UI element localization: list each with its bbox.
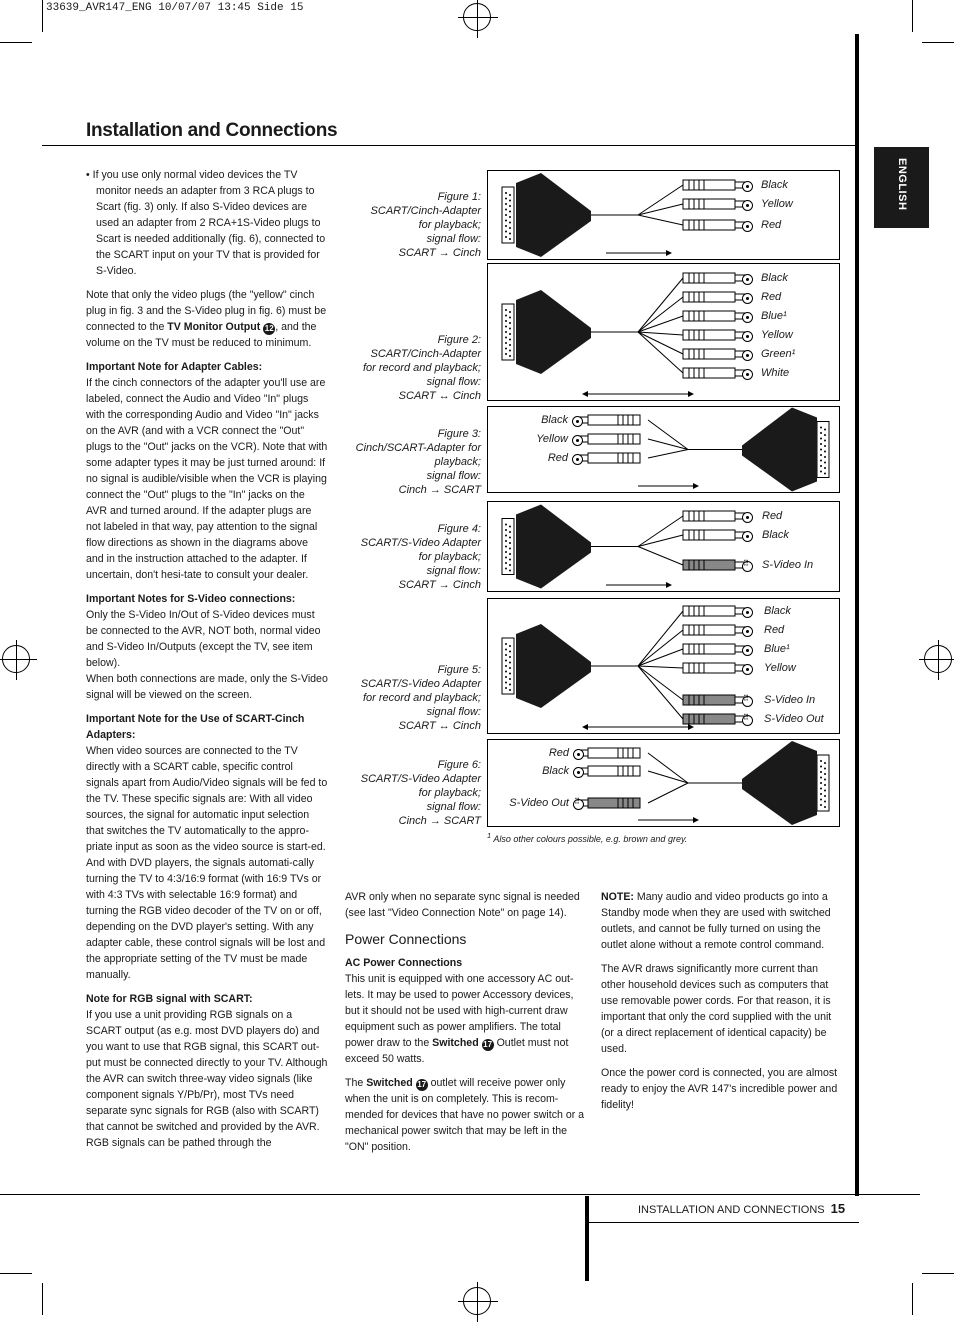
caption-line: SCART/Cinch-Adapter <box>370 348 481 360</box>
page-number: 15 <box>830 1201 846 1216</box>
plug-label: S-Video Out <box>509 797 569 809</box>
plug-label: Green¹ <box>761 348 796 360</box>
crop-mark <box>912 1283 913 1315</box>
subheading: Important Note for Adapter Cables: <box>86 361 263 373</box>
plug-label: Yellow <box>761 329 793 341</box>
crop-mark <box>42 0 43 32</box>
figure-caption <box>336 663 481 733</box>
plug-label: Red <box>761 291 782 303</box>
rca-jack-icon <box>742 626 753 637</box>
figure-diagram <box>487 501 840 592</box>
figure-caption <box>336 190 481 260</box>
caption-line: signal flow: <box>426 376 481 388</box>
plug-label: Red <box>762 510 783 522</box>
plug-label: Black <box>762 529 789 541</box>
rca-jack-icon <box>742 331 753 342</box>
rca-jack-icon <box>742 607 753 618</box>
caption-line: SCART ↔ Cinch <box>398 720 481 732</box>
figure-diagram <box>487 170 840 260</box>
caption-line: for playback; <box>418 787 481 799</box>
plug-label: Red <box>764 624 785 636</box>
rca-jack-icon <box>742 512 753 523</box>
plug-label: S-Video In <box>764 694 816 706</box>
caption-line: SCART/Cinch-Adapter <box>370 205 481 217</box>
rca-jack-icon <box>573 767 584 778</box>
caption-line: Figure 2: <box>437 334 481 346</box>
crop-mark <box>0 42 32 43</box>
caption-line: signal flow: <box>426 565 481 577</box>
caption-line: Figure 6: <box>437 759 481 771</box>
paragraph: If you use a unit providing RGB signals on a SCART output (as e.g. most DVD players do) and you want to use that RGB signal, this SCART out-put must be connected directly to your TV. Although the AVR can switch three-way video signals (like component signals Y/Pb/Pr), most TVs need separate sync signals for RGB (also with SCART) that cannot be switched and provided by the AVR. RGB signals can be pathed through the <box>86 1009 328 1149</box>
crop-mark <box>42 1283 43 1315</box>
subheading: Important Note for the Use of SCART-Cinch Adapters: <box>86 713 305 741</box>
footer-bar <box>585 1196 589 1281</box>
paragraph: The AVR draws significantly more current than other household devices such as computers that use removable power cords. For that reason, it is important that only the cord supplied with the unit (or a direct replacement of identical capacity) be used. <box>601 963 832 1055</box>
caption-line: SCART/S-Video Adapter <box>360 773 481 785</box>
paragraph: This unit is equipped with one accessory AC out-lets. It may be used to power Accessory devices, but it should not be used with high-current draw equipment such as power amplifiers. The total power draw to the Switched 17 Outlet must not exceed 50 watts. <box>345 973 574 1065</box>
subheading: Note for RGB signal with SCART: <box>86 993 253 1005</box>
column-1 <box>86 167 328 1159</box>
paragraph: AVR only when no separate sync signal is needed (see last "Video Connection Note" on page 14). <box>345 891 580 919</box>
plug-label: Yellow <box>764 662 796 674</box>
section-heading: Power Connections <box>345 931 467 947</box>
rca-jack-icon <box>742 531 753 542</box>
caption-line: for playback; <box>418 551 481 563</box>
plug-label: Black <box>761 179 788 191</box>
s-video-jack-icon <box>742 696 753 707</box>
caption-line: signal flow: <box>426 706 481 718</box>
plug-label: Black <box>542 765 569 777</box>
caption-line: for playback; <box>418 219 481 231</box>
plug-label: Red <box>761 219 782 231</box>
caption-line: SCART → Cinch <box>398 247 481 259</box>
s-video-jack-icon <box>573 799 584 810</box>
paragraph: When video sources are connected to the TV directly with a SCART cable, specific control signals apart from Audio/Video signals will be fed to the TV. These specific signals are: With all video sources, the signal for automatic input selection that switches the TV automatically to the appro-priate input as soon as the video source is start-ed. And with DVD players, the signals automati-cally turning the TV to 4:3/16:9 format (with 16:9 TVs or with 4:3 TVs with selectable 16:9 format) and turning the RGB video decoder of the TV on or off, depending on the DVD player's setting. With any adapter cable, these control signals will be lost and the appropriate setting of the TV must be made manually. <box>86 745 328 981</box>
adapter-illustration <box>488 502 839 591</box>
caption-line: Cinch/SCART-Adapter for <box>355 442 481 454</box>
plug-label: S-Video Out <box>764 713 824 725</box>
plug-label: Red <box>547 452 568 464</box>
paragraph: NOTE: Many audio and video products go into a Standby mode when they are used with switched outlets, and cannot be fully turned on using the outlet alone without a remote control command. <box>601 891 831 951</box>
page-edge-bar <box>855 34 859 1196</box>
paragraph: Only the S-Video In/Out of S-Video devices must be connected to the AVR, NOT both, normal video and S-Video In/Outputs (except the TV, see item below). <box>86 609 321 669</box>
plug-label: Blue¹ <box>761 310 787 322</box>
caption-line: Cinch → SCART <box>398 484 481 496</box>
subheading: AC Power Connections <box>345 957 463 969</box>
footer-rule <box>589 1222 859 1223</box>
caption-line: for record and playback; <box>362 362 481 374</box>
figure-diagram <box>487 739 840 827</box>
figure-caption <box>336 758 481 828</box>
figure-diagram <box>487 406 840 493</box>
rca-jack-icon <box>573 749 584 760</box>
language-tab <box>874 147 929 228</box>
plug-label: Yellow <box>761 198 793 210</box>
crop-mark <box>922 1273 954 1274</box>
caption-line: signal flow: <box>426 233 481 245</box>
bullet-paragraph: • If you use only normal video devices the TV monitor needs an adapter from 3 RCA plugs to Scart (fig. 3) only. If also S-Video devices are used an adapter from 2 RCA+1S-Video plugs to Scart is needed additionally (fig. 6), connected to the SCART input on your TV that is provided for S-Video. <box>86 169 326 277</box>
plug-label: Black <box>761 272 788 284</box>
caption-line: signal flow: <box>426 801 481 813</box>
rca-jack-icon <box>742 200 753 211</box>
caption-line: playback; <box>434 456 481 468</box>
registration-mark <box>2 645 30 673</box>
crop-mark <box>922 42 954 43</box>
footnote: $^1$ Also other colours possible, e.g. brown and grey. <box>487 831 688 844</box>
paragraph: Once the power cord is connected, you are almost ready to enjoy the AVR 147's incredible power and fidelity! <box>601 1067 838 1111</box>
caption-line: for record and playback; <box>362 692 481 704</box>
plug-label: Blue¹ <box>764 643 790 655</box>
s-video-jack-icon <box>742 561 753 572</box>
rca-jack-icon <box>742 645 753 656</box>
print-header: 33639_AVR147_ENG 10/07/07 13:45 Side 15 <box>46 2 304 14</box>
caption-line: SCART ↔ Cinch <box>398 390 481 402</box>
rca-jack-icon <box>572 435 583 446</box>
rca-jack-icon <box>742 181 753 192</box>
rca-jack-icon <box>742 664 753 675</box>
figure-caption <box>336 427 481 497</box>
plug-label: White <box>761 367 790 379</box>
caption-line: Cinch → SCART <box>398 815 481 827</box>
footer-rule <box>0 1194 920 1195</box>
plug-label: Yellow <box>536 433 568 445</box>
registration-mark <box>463 3 491 31</box>
figure-diagram <box>487 263 840 401</box>
plug-label: Black <box>764 605 791 617</box>
column-2 <box>345 889 585 1163</box>
item-number-badge: 12 <box>264 324 274 333</box>
plug-label: Red <box>548 747 569 759</box>
paragraph: Note that only the video plugs (the "yellow" cinch plug in fig. 3 and the S-Video plug in fig. 6) must be connected to the TV Monitor Output 12 , and the volume on the TV must be reduced to minimum. <box>86 289 327 349</box>
rca-jack-icon <box>572 416 583 427</box>
caption-line: Figure 4: <box>437 523 481 535</box>
rca-jack-icon <box>742 293 753 304</box>
adapter-illustration <box>488 740 839 826</box>
caption-line: Figure 5: <box>437 664 481 676</box>
caption-line: SCART/S-Video Adapter <box>360 678 481 690</box>
figure-diagram <box>487 598 840 734</box>
rca-jack-icon <box>742 369 753 380</box>
caption-line: SCART/S-Video Adapter <box>360 537 481 549</box>
item-number-badge: 17 <box>417 1080 427 1089</box>
page-title: Installation and Connections <box>86 120 338 141</box>
paragraph: If the cinch connectors of the adapter you'll use are labeled, connect the Audio and Video "In" plugs with the corresponding Audio and Video "In" jacks on the AVR (and with a VCR connect the "Out" plugs to the "Out" jacks on the VCR). Note that with some adapter types it may be just turned around: If no signal is audible/visible when the VCR is playing connect the "Out" plugs to the "In" jacks on the AVR and turned around. If the adapter plugs are not labeled in that way, pay attention to the signal flow directions as shown in the diagrams above and in the instruction attached to the adapter. If uncertain, don't hesi-tate to consult your dealer. <box>86 377 328 581</box>
plug-label: S-Video In <box>762 559 814 571</box>
item-number-badge: 17 <box>483 1040 493 1049</box>
language-tab-label: ENGLISH <box>896 158 908 211</box>
crop-mark <box>912 0 913 32</box>
rca-jack-icon <box>742 312 753 323</box>
caption-line: SCART → Cinch <box>398 579 481 591</box>
caption-line: signal flow: <box>426 470 481 482</box>
plug-label: Black <box>541 414 568 426</box>
footer-section: INSTALLATION AND CONNECTIONS <box>638 1204 825 1216</box>
title-rule <box>42 145 858 146</box>
figure-caption <box>336 522 481 592</box>
crop-mark <box>0 1273 32 1274</box>
paragraph: When both connections are made, only the S-Video signal will be viewed on the screen. <box>86 673 328 701</box>
rca-jack-icon <box>742 350 753 361</box>
column-3 <box>601 889 841 1121</box>
paragraph: The Switched 17 outlet will receive power only when the unit is on completely. This is recom-mended for devices that have no power switch or a mechanical power switch that may be left in the "ON" position. <box>345 1077 585 1153</box>
caption-line: Figure 3: <box>437 428 481 440</box>
caption-line: Figure 1: <box>437 191 481 203</box>
s-video-jack-icon <box>742 715 753 726</box>
figure-caption <box>336 333 481 403</box>
rca-jack-icon <box>572 454 583 465</box>
subheading: Important Notes for S-Video connections: <box>86 593 296 605</box>
page-footer <box>638 1201 845 1216</box>
rca-jack-icon <box>742 274 753 285</box>
registration-mark <box>463 1287 491 1315</box>
registration-mark <box>924 645 952 673</box>
rca-jack-icon <box>742 221 753 232</box>
